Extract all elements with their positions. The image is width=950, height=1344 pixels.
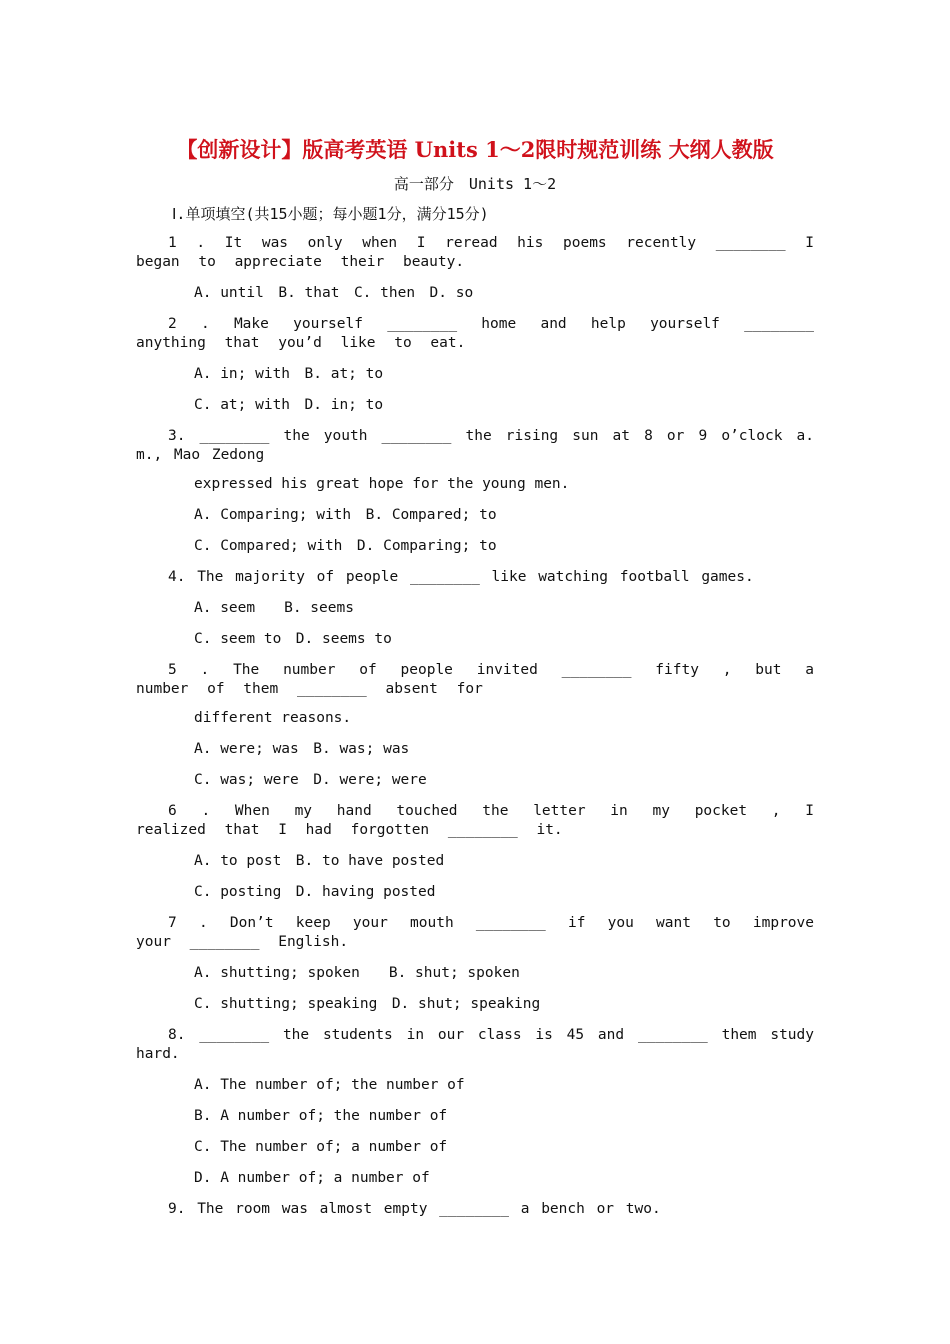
question-stem: 9. The room was almost empty ________ a bench or two.	[168, 1201, 661, 1217]
question-stem: 6 . When my hand touched the letter in my pocket , I realized that I had forgotten ________ it.	[136, 803, 814, 838]
option-line: D. A number of; a number of	[194, 1170, 430, 1186]
option-line: A. in; with B. at; to	[194, 366, 384, 382]
option-line: A. Comparing; with B. Compared; to	[194, 507, 497, 523]
option-line: C. The number of; a number of	[194, 1139, 448, 1155]
question-stem-continuation: expressed his great hope for the young men.	[194, 476, 570, 492]
option-line: A. seem B. seems	[194, 600, 354, 616]
document-subtitle: 高一部分 Units 1～2	[393, 175, 557, 193]
option-line: B. A number of; the number of	[194, 1108, 448, 1124]
question-list	[136, 234, 814, 1231]
question-3	[136, 427, 814, 556]
option-line: C. Compared; with D. Comparing; to	[194, 538, 497, 554]
question-7	[136, 914, 814, 1014]
question-stem: 7 . Don’t keep your mouth ________ if you want to improve your ________ English.	[136, 915, 814, 950]
question-stem-continuation: different reasons.	[194, 710, 352, 726]
option-line: A. were; was B. was; was	[194, 741, 410, 757]
option-line: A. to post B. to have posted	[194, 853, 445, 869]
document-title: 【创新设计】版高考英语 Units 1～2限时规范训练 大纲人教版	[176, 137, 774, 162]
option-line: C. shutting; speaking D. shut; speaking	[194, 996, 541, 1012]
question-stem: 5 . The number of people invited ________ fifty , but a number of them ________ absent for	[136, 662, 814, 697]
question-9	[136, 1200, 814, 1219]
option-line: A. The number of; the number of	[194, 1077, 465, 1093]
option-line: C. posting D. having posted	[194, 884, 436, 900]
option-line: A. shutting; spoken B. shut; spoken	[194, 965, 520, 981]
option-line: A. until B. that C. then D. so	[194, 285, 474, 301]
question-4	[136, 568, 814, 649]
question-stem: 3. ________ the youth ________ the rising sun at 8 or 9 o’clock a. m., Mao Zedong	[136, 428, 814, 463]
question-stem: 4. The majority of people ________ like watching football games.	[168, 569, 754, 585]
question-2	[136, 315, 814, 415]
question-5	[136, 661, 814, 790]
question-stem: 2 . Make yourself ________ home and help yourself ________ anything that you’d like to eat.	[136, 316, 814, 351]
question-1	[136, 234, 814, 303]
question-stem: 8. ________ the students in our class is 45 and ________ them study hard.	[136, 1027, 814, 1062]
section-heading: Ⅰ.单项填空(共15小题；每小题1分，满分15分)	[172, 205, 489, 223]
question-6	[136, 802, 814, 902]
option-line: C. seem to D. seems to	[194, 631, 392, 647]
question-stem: 1 . It was only when I reread his poems recently ________ I began to appreciate their beauty.	[136, 235, 814, 270]
question-8	[136, 1026, 814, 1188]
option-line: C. at; with D. in; to	[194, 397, 384, 413]
option-line: C. was; were D. were; were	[194, 772, 427, 788]
